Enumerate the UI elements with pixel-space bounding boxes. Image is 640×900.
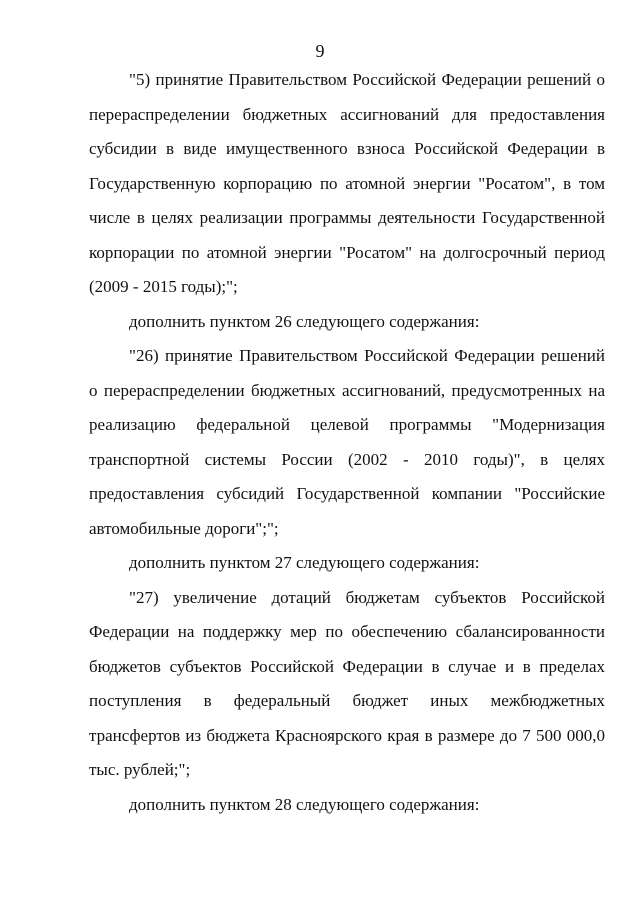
paragraph-item-5: "5) принятие Правительством Российской Федерации решений о перераспределении бюджетных ассигнований для предоставления субсидии в виде имущественного взноса Российской Федерации в Государственную корпорацию по атомной энергии "Росатом", в том числе в целях реализации программы деятельности Государственной корпорации по атомной энергии "Росатом" на долгосрочный период (2009 - 2015 годы);"; [89,70,605,296]
paragraph-add-item-26: дополнить пунктом 26 следующего содержания: [129,311,480,331]
paragraph-add-item-28: дополнить пунктом 28 следующего содержания: [129,794,480,814]
paragraph-item-27: "27) увеличение дотаций бюджетам субъектов Российской Федерации на поддержку мер по обеспечению сбалансированности бюджетов субъектов Российской Федерации в случае и в пределах поступления в федеральный бюджет иных межбюджетных трансфертов из бюджета Красноярского края в размере до 7 500 000,0 тыс. рублей;"; [89,587,605,779]
page-number: 9 [315,41,325,61]
paragraph-item-26: "26) принятие Правительством Российской Федерации решений о перераспределении бюджетных ассигнований, предусмотренных на реализацию федеральной целевой программы "Модернизация транспортной системы России (2002 - 2010 годы)", в целях предоставления субсидий Государственной компании "Российские автомобильные дороги";"; [89,346,605,538]
paragraph-add-item-27: дополнить пунктом 27 следующего содержания: [129,553,480,572]
document-body [89,63,605,822]
